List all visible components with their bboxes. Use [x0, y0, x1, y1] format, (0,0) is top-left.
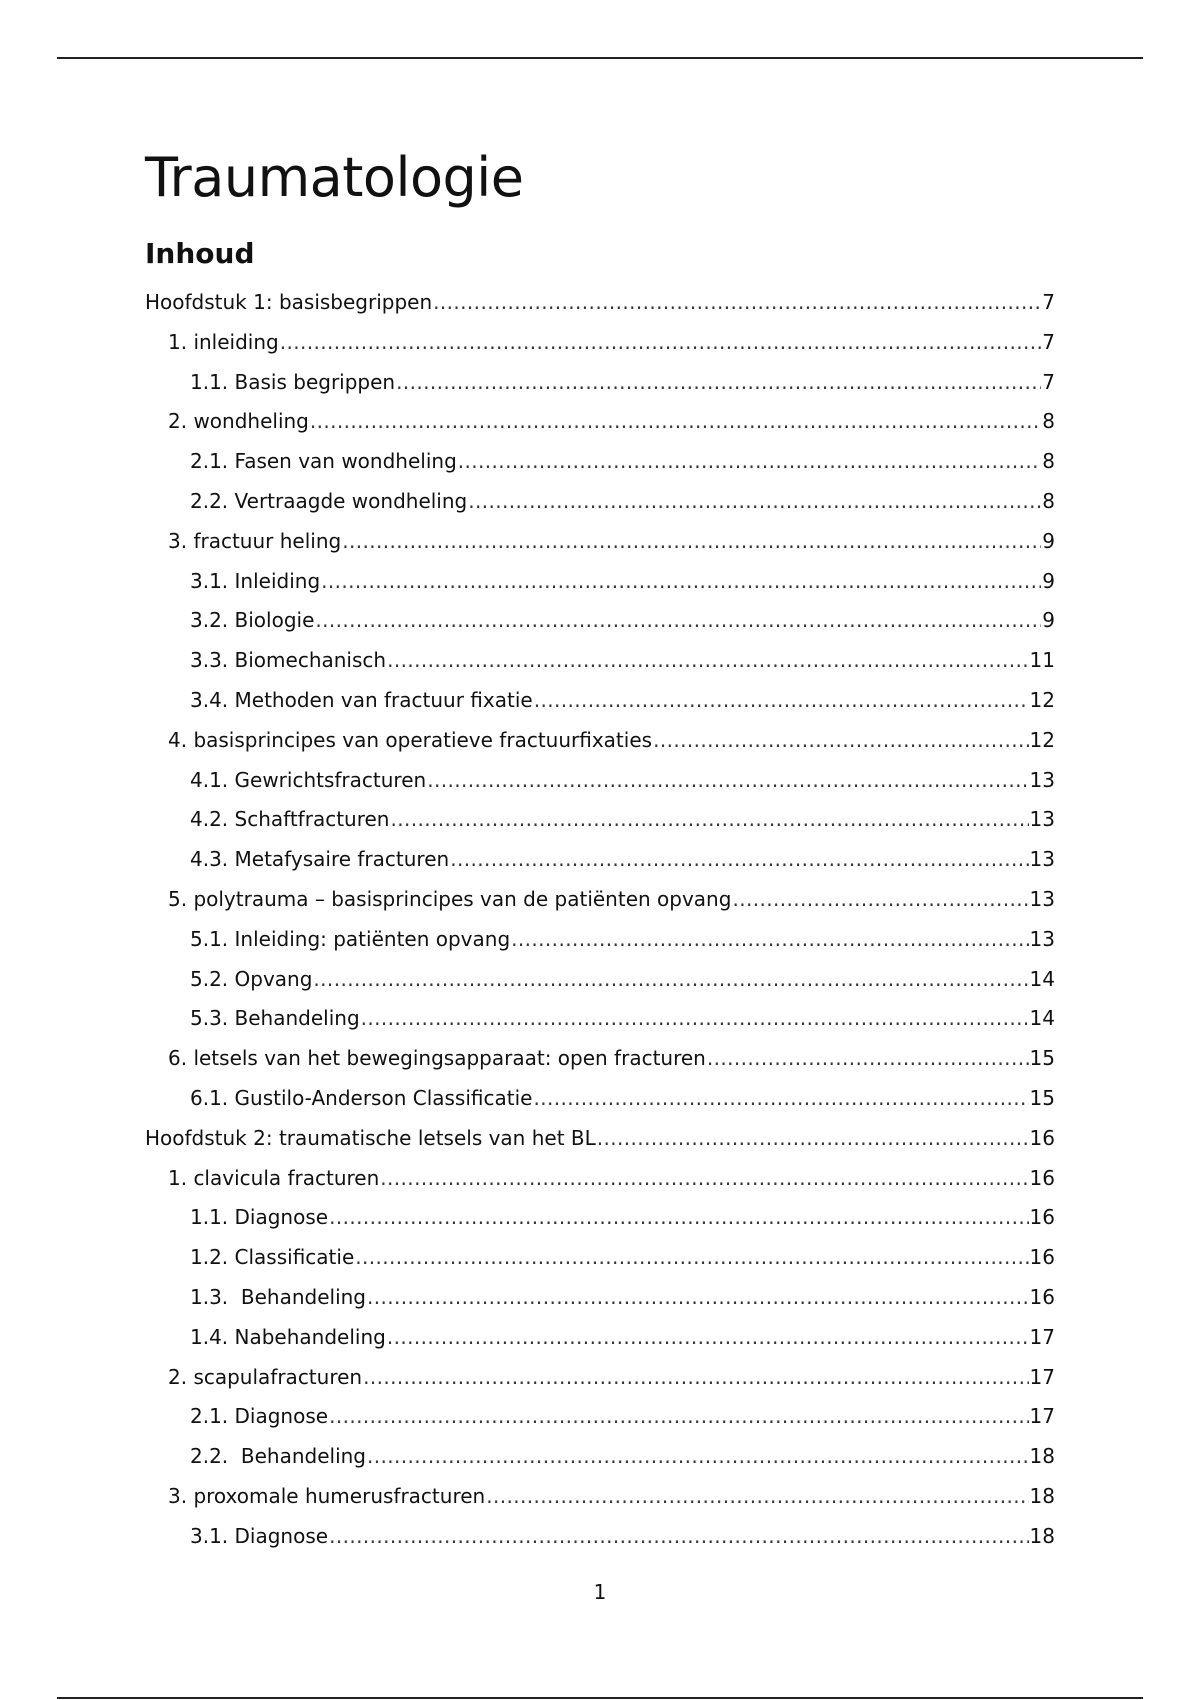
toc-entry[interactable]	[145, 605, 1055, 645]
toc-dot-leader	[533, 1083, 1028, 1113]
toc-entry-title: 5.3. Behandeling	[190, 1006, 360, 1031]
toc-entry-page: 16	[1029, 1205, 1055, 1230]
toc-entry[interactable]	[145, 765, 1055, 805]
toc-entry[interactable]	[145, 1003, 1055, 1043]
toc-entry[interactable]	[145, 804, 1055, 844]
toc-entry-page: 12	[1029, 687, 1055, 712]
toc-dot-leader	[450, 844, 1028, 874]
toc-entry-title: 3.3. Biomechanisch	[190, 648, 387, 673]
toc-entry[interactable]	[145, 844, 1055, 884]
toc-dot-leader	[313, 964, 1028, 994]
toc-entry-title: 6.1. Gustilo-Anderson Classificatie	[190, 1085, 533, 1110]
toc-dot-leader	[534, 685, 1029, 715]
toc-dot-leader	[387, 645, 1028, 675]
toc-dot-leader	[597, 1123, 1029, 1153]
toc-entry-page: 8	[1042, 449, 1055, 474]
header-rule	[57, 57, 1143, 59]
toc-entry[interactable]	[145, 1441, 1055, 1481]
toc-entry-page: 17	[1029, 1324, 1055, 1349]
toc-entry[interactable]	[145, 964, 1055, 1004]
toc-entry[interactable]	[145, 1083, 1055, 1123]
toc-dot-leader	[310, 406, 1041, 436]
toc-entry[interactable]	[145, 1521, 1055, 1561]
toc-entry-title: 4.3. Metafysaire fracturen	[190, 847, 450, 872]
toc-entry-title: 2.1. Fasen van wondheling	[190, 449, 457, 474]
toc-dot-leader	[387, 1322, 1029, 1352]
toc-dot-leader	[355, 1242, 1028, 1272]
toc-entry-page: 18	[1029, 1444, 1055, 1469]
toc-entry[interactable]	[145, 924, 1055, 964]
toc-entry-title: 3.4. Methoden van fractuur fixatie	[190, 687, 533, 712]
toc-dot-leader	[321, 566, 1041, 596]
toc-entry[interactable]	[145, 1282, 1055, 1322]
toc-entry-title: Hoofdstuk 2: traumatische letsels van het BL	[145, 1125, 596, 1150]
toc-entry-title: 6. letsels van het bewegingsapparaat: open fracturen	[168, 1046, 706, 1071]
toc-dot-leader	[363, 1362, 1028, 1392]
toc-entry-page: 9	[1042, 568, 1055, 593]
toc-entry-title: 4.1. Gewrichtsfracturen	[190, 767, 427, 792]
toc-entry-title: 1.1. Basis begrippen	[190, 369, 396, 394]
toc-entry-page: 16	[1029, 1125, 1055, 1150]
toc-dot-leader	[427, 765, 1028, 795]
toc-entry-title: 2.2. Vertraagde wondheling	[190, 488, 468, 513]
toc-dot-leader	[653, 725, 1028, 755]
toc-dot-leader	[280, 327, 1042, 357]
toc-heading: Inhoud	[145, 237, 255, 270]
toc-dot-leader	[458, 446, 1042, 476]
toc-entry-page: 7	[1042, 369, 1055, 394]
toc-entry[interactable]	[145, 1043, 1055, 1083]
toc-dot-leader	[367, 1441, 1029, 1471]
toc-entry[interactable]	[145, 287, 1055, 327]
toc-entry-title: 5.2. Opvang	[190, 966, 313, 991]
toc-dot-leader	[342, 526, 1041, 556]
table-of-contents	[145, 287, 1055, 1561]
toc-entry-page: 17	[1029, 1364, 1055, 1389]
toc-entry[interactable]	[145, 884, 1055, 924]
toc-entry[interactable]	[145, 725, 1055, 765]
toc-entry[interactable]	[145, 1123, 1055, 1163]
toc-entry[interactable]	[145, 367, 1055, 407]
toc-entry-page: 7	[1042, 329, 1055, 354]
toc-dot-leader	[329, 1202, 1028, 1232]
footer-rule	[57, 1697, 1143, 1699]
toc-entry[interactable]	[145, 645, 1055, 685]
toc-entry[interactable]	[145, 486, 1055, 526]
toc-entry-title: 2.1. Diagnose	[190, 1404, 329, 1429]
toc-entry[interactable]	[145, 566, 1055, 606]
toc-entry-title: 4.2. Schaftfracturen	[190, 807, 390, 832]
toc-entry-page: 16	[1029, 1245, 1055, 1270]
toc-entry-page: 14	[1029, 966, 1055, 991]
toc-entry-page: 13	[1029, 807, 1055, 832]
toc-dot-leader	[486, 1481, 1028, 1511]
toc-entry-title: 1.3. Behandeling	[190, 1284, 366, 1309]
toc-entry-title: 1. inleiding	[168, 329, 279, 354]
toc-entry-title: Hoofdstuk 1: basisbegrippen	[145, 290, 433, 314]
toc-entry-page: 14	[1029, 1006, 1055, 1031]
toc-entry-page: 13	[1029, 886, 1055, 911]
toc-dot-leader	[380, 1163, 1028, 1193]
toc-entry-page: 9	[1042, 528, 1055, 553]
toc-entry-page: 13	[1029, 926, 1055, 951]
toc-entry-page: 16	[1029, 1284, 1055, 1309]
toc-entry[interactable]	[145, 446, 1055, 486]
toc-entry-title: 3. proxomale humerusfracturen	[168, 1483, 486, 1508]
toc-entry-title: 3.1. Diagnose	[190, 1523, 329, 1548]
toc-entry-title: 3.1. Inleiding	[190, 568, 321, 593]
toc-dot-leader	[315, 605, 1041, 635]
toc-entry-title: 2.2. Behandeling	[190, 1444, 366, 1469]
toc-entry[interactable]	[145, 1163, 1055, 1203]
document-title: Traumatologie	[145, 146, 524, 209]
toc-entry-page: 15	[1029, 1046, 1055, 1071]
toc-entry-page: 9	[1042, 608, 1055, 633]
toc-entry[interactable]	[145, 1362, 1055, 1402]
toc-dot-leader	[468, 486, 1041, 516]
toc-dot-leader	[707, 1043, 1029, 1073]
toc-entry-page: 11	[1029, 648, 1055, 673]
toc-dot-leader	[329, 1521, 1028, 1551]
toc-entry-page: 13	[1029, 847, 1055, 872]
toc-entry[interactable]	[145, 1242, 1055, 1282]
toc-entry-title: 1.1. Diagnose	[190, 1205, 329, 1230]
toc-entry-title: 2. scapulafracturen	[168, 1364, 363, 1389]
toc-entry[interactable]	[145, 685, 1055, 725]
toc-entry-page: 15	[1029, 1085, 1055, 1110]
toc-entry-title: 3. fractuur heling	[168, 528, 342, 553]
toc-entry-title: 1. clavicula fracturen	[168, 1165, 380, 1190]
toc-entry[interactable]	[145, 1202, 1055, 1242]
toc-entry-title: 4. basisprincipes van operatieve fractuurfixaties	[168, 727, 653, 752]
toc-entry[interactable]	[145, 526, 1055, 566]
toc-entry[interactable]	[145, 1322, 1055, 1362]
toc-dot-leader	[367, 1282, 1029, 1312]
toc-dot-leader	[511, 924, 1028, 954]
toc-entry[interactable]	[145, 1401, 1055, 1441]
toc-dot-leader	[396, 367, 1041, 397]
toc-dot-leader	[732, 884, 1028, 914]
toc-entry-page: 13	[1029, 767, 1055, 792]
toc-entry-title: 5. polytrauma – basisprincipes van de patiënten opvang	[168, 886, 732, 911]
toc-entry-page: 8	[1042, 409, 1055, 434]
toc-dot-leader	[433, 287, 1041, 317]
toc-entry-title: 2. wondheling	[168, 409, 309, 434]
toc-dot-leader	[390, 804, 1028, 834]
toc-entry-page: 16	[1029, 1165, 1055, 1190]
toc-entry-title: 5.1. Inleiding: patiënten opvang	[190, 926, 511, 951]
toc-entry-title: 1.2. Classificatie	[190, 1245, 355, 1270]
toc-entry-page: 17	[1029, 1404, 1055, 1429]
toc-entry[interactable]	[145, 406, 1055, 446]
toc-entry[interactable]	[145, 327, 1055, 367]
toc-entry-page: 7	[1042, 290, 1055, 314]
toc-entry-page: 12	[1029, 727, 1055, 752]
toc-dot-leader	[361, 1003, 1029, 1033]
toc-entry-page: 18	[1029, 1483, 1055, 1508]
toc-entry-title: 1.4. Nabehandeling	[190, 1324, 386, 1349]
toc-entry-title: 3.2. Biologie	[190, 608, 315, 633]
toc-entry-page: 8	[1042, 488, 1055, 513]
toc-dot-leader	[329, 1401, 1028, 1431]
page-number: 1	[593, 1580, 607, 1604]
toc-entry[interactable]	[145, 1481, 1055, 1521]
toc-entry-page: 18	[1029, 1523, 1055, 1548]
